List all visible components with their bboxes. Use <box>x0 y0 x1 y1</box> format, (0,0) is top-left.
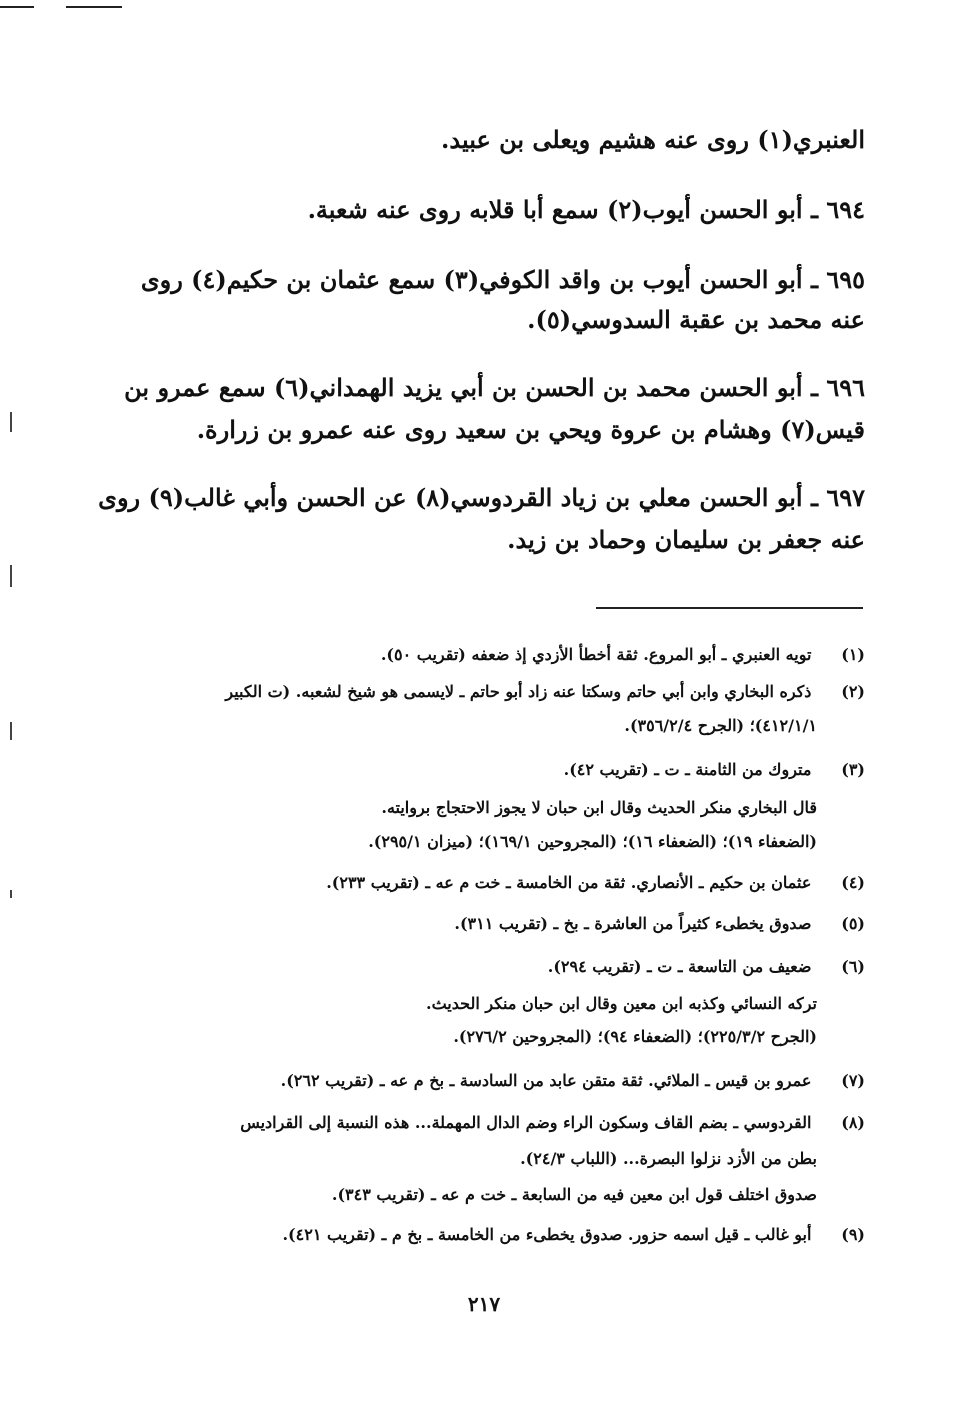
footnote-number: (٢) <box>841 682 865 701</box>
footnote-text: ذكره البخاري وابن أبي حاتم وسكتا عنه زاد أبو حاتم ـ لايسمى هو شيخ لشعبه. (ت الكبير <box>225 682 812 701</box>
page-number: ٢١٧ <box>467 1292 501 1316</box>
footnote-number: (٣) <box>841 760 865 779</box>
entry-text: أبو الحسن معلي بن زياد القردوسي(٨) عن الحسن وأبي غالب(٩) روى <box>98 483 803 512</box>
footnote-text: ضعيف من التاسعة ـ ت ـ (تقريب ٢٩٤). <box>547 957 812 976</box>
footnote-text: عثمان بن حكيم ـ الأنصاري. ثقة من الخامسة ـ خت م عه ـ (تقريب ٢٣٣). <box>326 873 812 892</box>
footnote-9 <box>282 1222 865 1248</box>
footnote-5 <box>454 911 865 937</box>
footnote-text: القردوسي ـ بضم القاف وسكون الراء وضم الدال المهملة... هذه النسبة إلى القراديس <box>240 1113 812 1132</box>
scan-mark <box>10 722 12 740</box>
continuation-line: العنبري(١) روى عنه هشيم ويعلى بن عبيد. <box>441 125 865 154</box>
entry-text: أبو الحسن محمد بن الحسن بن أبي يزيد الهمداني(٦) سمع عمرو بن <box>124 373 803 402</box>
scan-mark <box>10 565 12 587</box>
scan-mark <box>66 6 122 8</box>
footnote-6 <box>548 954 865 980</box>
footnote-7 <box>281 1068 865 1094</box>
footnote-3 <box>564 757 865 783</box>
entry-number: ٦٩٥ ـ <box>810 265 865 294</box>
scan-mark <box>10 412 12 432</box>
scan-mark <box>0 6 34 8</box>
footnote-number: (٨) <box>841 1113 865 1132</box>
entry-696-line2: قيس(٧) وهشام بن عروة ويحي بن سعيد روى عنه عمرو بن زرارة. <box>196 415 865 444</box>
entry-697-line2: عنه جعفر بن سليمان وحماد بن زيد. <box>507 525 865 554</box>
footnote-number: (٧) <box>841 1071 865 1090</box>
footnotes <box>165 0 865 1270</box>
footnote-number: (٩) <box>841 1225 865 1244</box>
footnote-number: (١) <box>841 645 865 664</box>
entry-text: أبو الحسن أيوب(٢) سمع أبا قلابه روى عنه شعبة. <box>307 195 803 224</box>
footnote-text: صدوق يخطىء كثيراً من العاشرة ـ بخ ـ (تقريب ٣١١). <box>454 914 812 933</box>
entry-number: ٦٩٦ ـ <box>810 373 865 402</box>
footnote-text: تويه العنبري ـ أبو المروع. ثقة أخطأ الأزدي إذ ضعفه (تقريب ٥٠). <box>380 645 812 664</box>
entry-695-line2: عنه محمد بن عقبة السدوسي(٥). <box>527 305 865 334</box>
footnote-3-line3: (الضعفاء ١٩)؛ (الضعفاء ١٦)؛ (المجروحين ١٦٩/١)؛ (ميزان ٢٩٥/١). <box>368 832 817 851</box>
footnote-number: (٦) <box>841 957 865 976</box>
scan-mark <box>10 890 12 898</box>
footnote-4 <box>326 870 865 896</box>
footnote-text: متروك من الثامنة ـ ت ـ (تقريب ٤٢). <box>563 760 812 779</box>
footnote-6-line3: (الجرح ٢٢٥/٣/٢)؛ (الضعفاء ٩٤)؛ (المجروحين ٢٧٦/٢). <box>453 1027 817 1046</box>
footnote-text: أبو غالب ـ قيل اسمه حزور. صدوق يخطىء من الخامسة ـ بخ م ـ (تقريب ٤٢١). <box>282 1225 812 1244</box>
footnote-8-line2: بطن من الأزد نزلوا البصرة... (اللباب ٢٤/٣). <box>520 1149 817 1168</box>
footnote-text: عمرو بن قيس ـ الملائي. ثقة متقن عابد من السادسة ـ بخ م عه ـ (تقريب ٢٦٢). <box>280 1071 812 1090</box>
footnote-8 <box>240 1110 865 1136</box>
footnote-number: (٥) <box>841 914 865 933</box>
footnote-2 <box>225 679 865 705</box>
entry-text: أبو الحسن أيوب بن واقد الكوفي(٣) سمع عثمان بن حكيم(٤) روى <box>140 265 803 294</box>
footnote-1 <box>381 642 865 668</box>
footnote-3-line2: قال البخاري منكر الحديث وقال ابن حبان لا يجوز الاحتجاج بروايته. <box>381 798 817 817</box>
footnote-2-line2: ٤١٢/١/١)؛ (الجرح ٣٥٦/٢/٤). <box>624 716 817 735</box>
entry-number: ٦٩٤ ـ <box>810 195 865 224</box>
footnote-number: (٤) <box>841 873 865 892</box>
footnote-8-line3: صدوق اختلف قول ابن معين فيه من السابعة ـ خت م عه ـ (تقريب ٣٤٣). <box>331 1185 817 1204</box>
entry-number: ٦٩٧ ـ <box>810 483 865 512</box>
footnote-6-line2: تركه النسائي وكذبه ابن معين وقال ابن حبان منكر الحديث. <box>426 994 817 1013</box>
